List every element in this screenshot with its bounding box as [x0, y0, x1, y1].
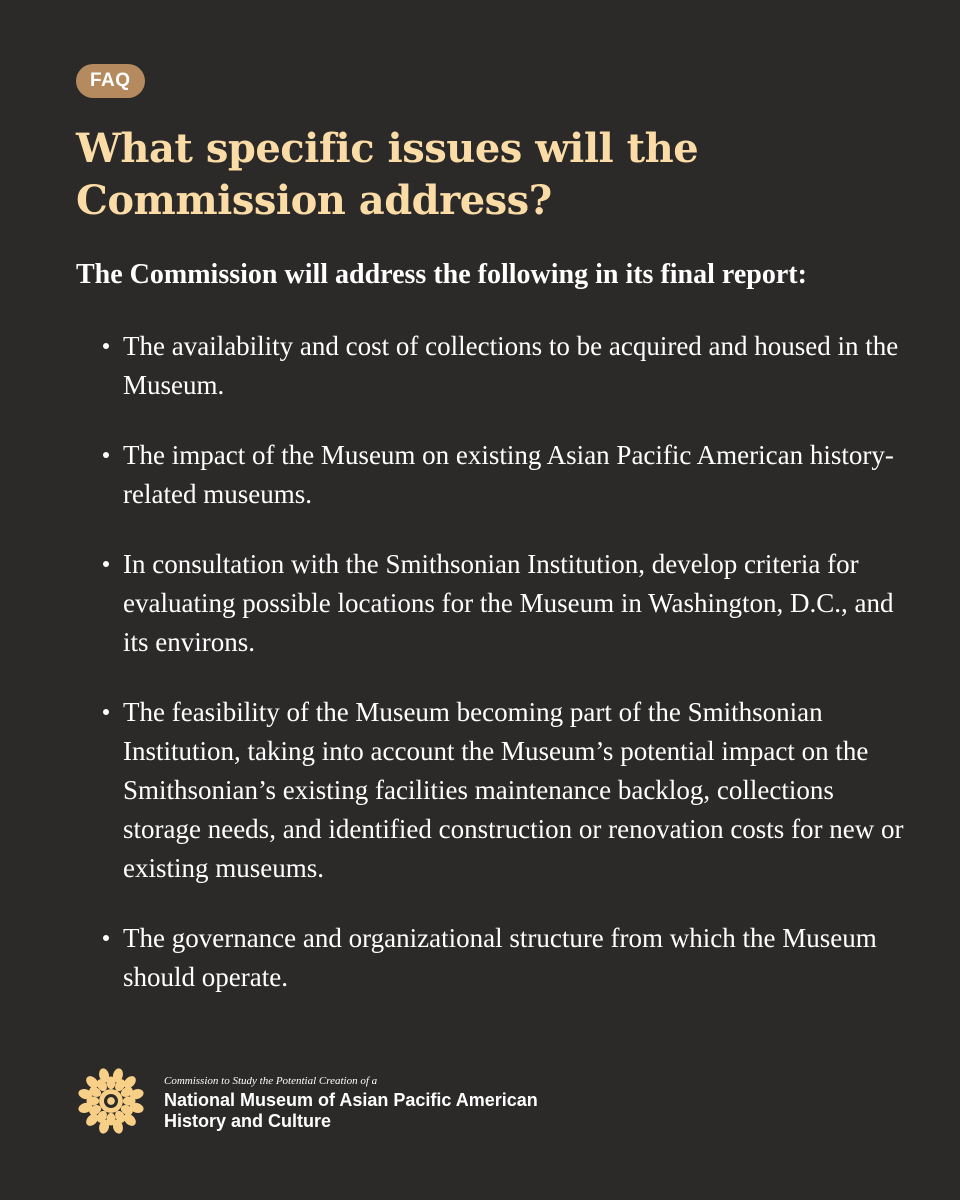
list-item	[123, 919, 913, 997]
logo-petal	[106, 1113, 115, 1126]
bullet-icon	[103, 452, 109, 458]
page-title: What specific issues will the Commission address?	[76, 125, 699, 224]
bullet-icon	[103, 709, 109, 715]
footer-name-line-1: National Museum of Asian Pacific American	[164, 1090, 538, 1110]
list-item	[123, 693, 913, 888]
logo-petal	[87, 1096, 100, 1105]
list-item-text: The feasibility of the Museum becoming part of the Smithsonian Institution, taking into account the Museum’s potential impact on the Smithsonian’s existing facilities maintenance backlog, collections storage needs, and identified construction or renovation costs for new or existing museums.	[123, 697, 904, 883]
list-item-text: The governance and organizational structure from which the Museum should operate.	[123, 923, 877, 992]
faq-badge: FAQ	[76, 64, 145, 98]
footer	[76, 1066, 676, 1138]
logo-petal	[123, 1096, 136, 1105]
flower-logo-icon	[76, 1066, 146, 1136]
bullet-icon	[103, 343, 109, 349]
issues-list	[123, 327, 913, 1028]
footer-commission-text: Commission to Study the Potential Creation of a	[164, 1075, 378, 1087]
bullet-icon	[103, 935, 109, 941]
list-item-text: The impact of the Museum on existing Asian Pacific American history-related museums.	[123, 440, 894, 509]
list-item-text: The availability and cost of collections to be acquired and housed in the Museum.	[123, 331, 899, 400]
list-item	[123, 436, 913, 514]
footer-name-line-2: History and Culture	[164, 1111, 332, 1131]
list-item-text: In consultation with the Smithsonian Institution, develop criteria for evaluating possible locations for the Museum in Washington, D.C., and its environs.	[123, 549, 894, 657]
footer-museum-name	[164, 1090, 538, 1132]
intro-text: The Commission will address the following in its final report:	[76, 259, 807, 290]
list-item	[123, 327, 913, 405]
bullet-icon	[103, 561, 109, 567]
list-item	[123, 545, 913, 662]
logo-petal	[106, 1077, 115, 1090]
